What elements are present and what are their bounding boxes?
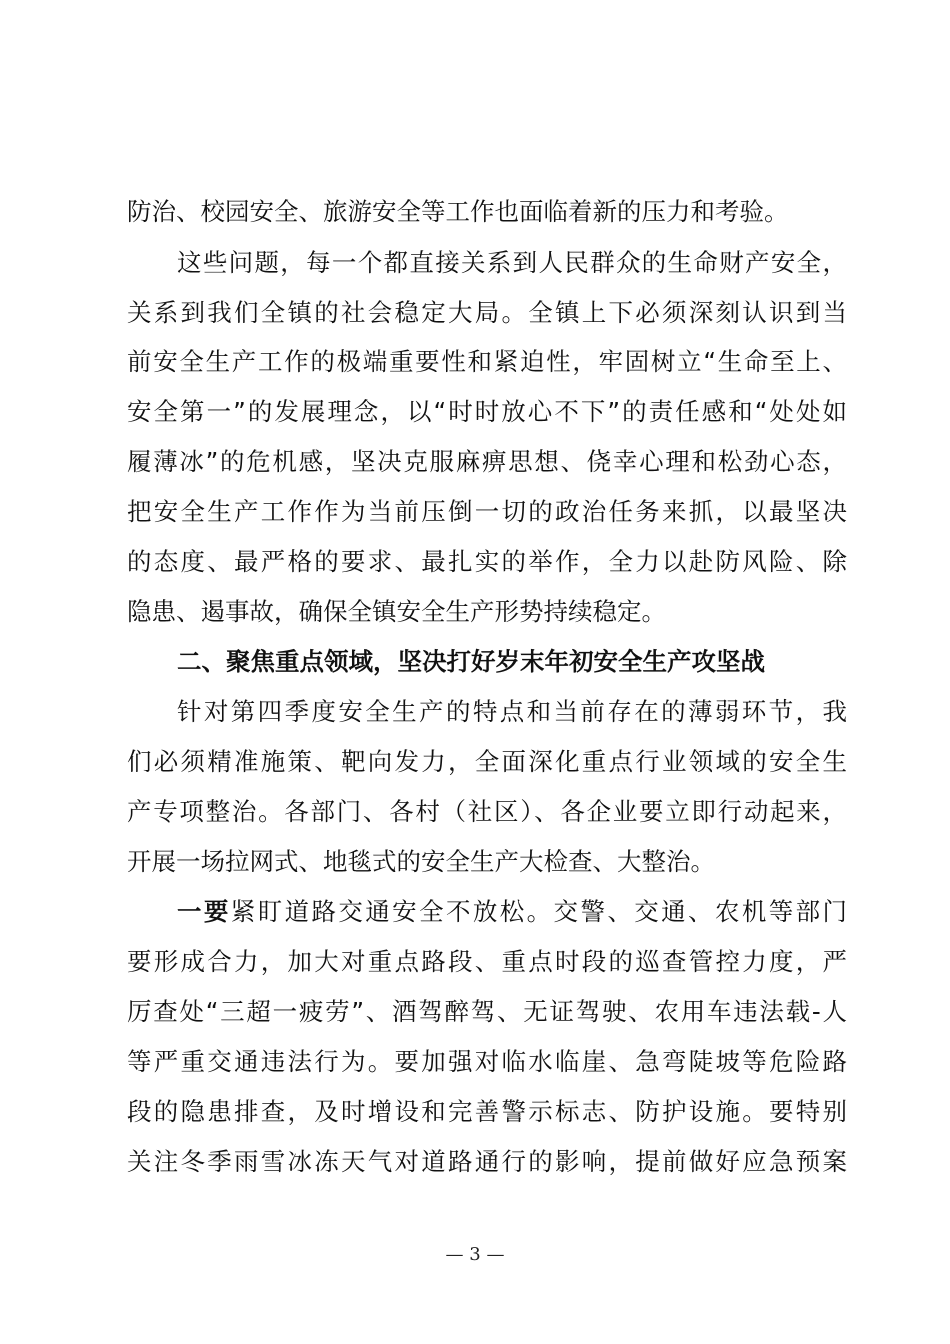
text-line: 把安全生产工作作为当前压倒一切的政治任务来抓，以最坚决	[127, 497, 847, 526]
page-number: — 3 —	[445, 1244, 505, 1265]
text-span: 紧盯道路交通安全不放松。交警、交通、农机等部门	[230, 897, 848, 926]
paragraph-start: 这些问题，每一个都直接关系到人民群众的生命财产安全，	[177, 248, 847, 277]
text-line: 安全第一”的发展理念，以“时时放心不下”的责任感和“处处如	[127, 397, 847, 426]
text-line: 隐患、遏事故，确保全镇安全生产形势持续稳定。	[127, 597, 666, 626]
section-heading: 二、聚焦重点领域，坚决打好岁末年初安全生产攻坚战	[177, 647, 765, 676]
text-line: 等严重交通违法行为。要加强对临水临崖、急弯陡坡等危险路	[127, 1047, 847, 1076]
paragraph-start	[127, 896, 847, 928]
text-line: 前安全生产工作的极端重要性和紧迫性，牢固树立“生命至上、	[127, 347, 847, 376]
text-line: 关系到我们全镇的社会稳定大局。全镇上下必须深刻认识到当	[127, 298, 847, 327]
text-line: 要形成合力，加大对重点路段、重点时段的巡查管控力度，严	[127, 947, 847, 976]
text-line: 厉查处“三超一疲劳”、酒驾醉驾、无证驾驶、农用车违法载-人	[127, 997, 847, 1026]
text-line: 的态度、最严格的要求、最扎实的举作，全力以赴防风险、除	[127, 547, 847, 576]
text-line: 履薄冰”的危机感，坚决克服麻痹思想、侥幸心理和松劲心态，	[127, 447, 847, 476]
text-line: 开展一场拉网式、地毯式的安全生产大检查、大整治。	[127, 847, 715, 876]
text-line: 段的隐患排查，及时增设和完善警示标志、防护设施。要特别	[127, 1097, 847, 1126]
text-line: 们必须精准施策、靶向发力，全面深化重点行业领域的安全生	[127, 747, 847, 776]
text-line: 防治、校园安全、旅游安全等工作也面临着新的压力和考验。	[127, 197, 789, 226]
lead-bold: 一要	[177, 897, 231, 926]
text-line: 关注冬季雨雪冰冻天气对道路通行的影响，提前做好应急预案	[127, 1147, 847, 1176]
text-line: 产专项整治。各部门、各村（社区）、各企业要立即行动起来，	[127, 797, 847, 826]
paragraph-start: 针对第四季度安全生产的特点和当前存在的薄弱环节，我	[177, 697, 847, 726]
